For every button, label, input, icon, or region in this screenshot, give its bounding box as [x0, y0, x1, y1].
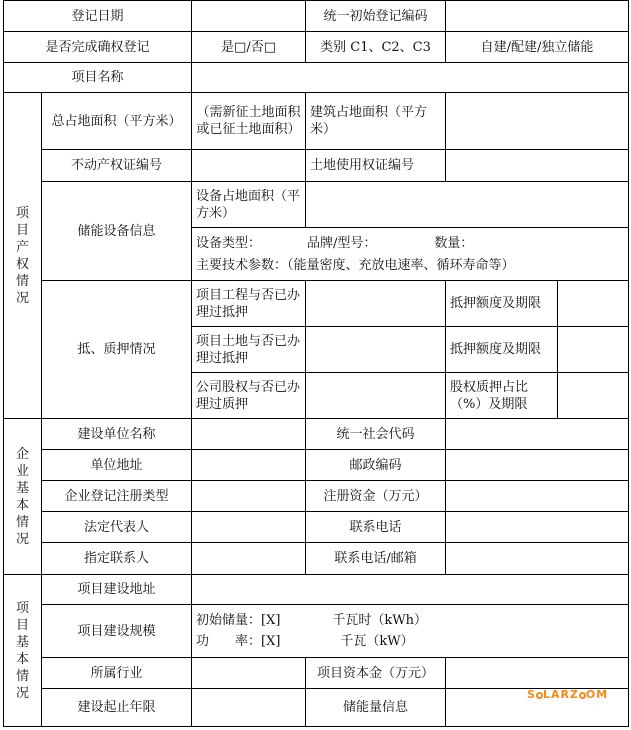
label-mortgage-amount-1: 抵押额度及期限 — [446, 281, 558, 327]
label-equip-area: 设备占地面积（平方米） — [192, 182, 306, 228]
value-unit-name[interactable] — [192, 419, 306, 450]
label-phone-email: 联系电话/邮箱 — [306, 543, 446, 575]
section-enterprise — [4, 419, 42, 575]
value-reg-date[interactable] — [192, 1, 306, 32]
label-legal-rep: 法定代表人 — [42, 512, 192, 543]
label-storage-info: 储能设备信息 — [42, 182, 192, 281]
label-quantity: 数量： — [434, 235, 474, 251]
row-industry — [4, 658, 629, 689]
label-mortgage: 抵、质押情况 — [42, 281, 192, 419]
section-enterprise-title: 企业基本情况 — [15, 446, 29, 547]
value-eng-mortgaged[interactable] — [306, 281, 446, 327]
label-land-note: （需新征土地面积或已征土地面积） — [192, 93, 306, 150]
row-site — [4, 575, 629, 605]
section-property — [4, 93, 42, 419]
watermark-o-icon — [536, 692, 543, 699]
value-phone[interactable] — [446, 512, 629, 543]
label-main-params: 主要技术参数：（能量密度、充放电速率、循环寿命等） — [196, 257, 515, 273]
label-eng-mortgaged: 项目工程与否已办理过抵押 — [192, 281, 306, 327]
watermark-mid: LARZ — [542, 688, 579, 701]
label-period: 建设起止年限 — [42, 689, 192, 727]
row-reg-type — [4, 481, 629, 512]
value-postcode[interactable] — [446, 450, 629, 481]
row-confirmed — [4, 32, 629, 63]
label-address: 单位地址 — [42, 450, 192, 481]
section-property-title: 项目产权情况 — [15, 205, 29, 306]
value-capital[interactable] — [446, 481, 629, 512]
value-legal-rep[interactable] — [192, 512, 306, 543]
label-scale: 项目建设规模 — [42, 605, 192, 658]
label-unit-name: 建设单位名称 — [42, 419, 192, 450]
value-period[interactable] — [192, 689, 306, 727]
label-mortgage-amount-2: 抵押额度及期限 — [446, 327, 558, 373]
value-address[interactable] — [192, 450, 306, 481]
value-phone-email[interactable] — [446, 543, 629, 575]
label-storage-qty: 储能量信息 — [306, 689, 446, 727]
value-contact[interactable] — [192, 543, 306, 575]
value-building-area[interactable] — [446, 93, 629, 150]
row-scale — [4, 605, 629, 658]
section-project — [4, 575, 42, 727]
equip-detail-cell[interactable] — [192, 228, 629, 281]
label-capital: 注册资金（万元） — [306, 481, 446, 512]
value-mortgage-amount-2[interactable] — [558, 327, 629, 373]
label-land-cert-no: 土地使用权证编号 — [306, 150, 446, 182]
value-equip-area[interactable] — [306, 182, 629, 228]
value-industry[interactable] — [192, 658, 306, 689]
label-contact: 指定联系人 — [42, 543, 192, 575]
solarzoom-watermark — [527, 688, 608, 701]
value-proj-capital[interactable] — [446, 658, 629, 689]
label-unified-code: 统一初始登记编码 — [306, 1, 446, 32]
registration-form — [3, 0, 628, 729]
label-land-mortgaged: 项目土地与否已办理过抵押 — [192, 327, 306, 373]
label-reg-type: 企业登记注册类型 — [42, 481, 192, 512]
value-equity-pledged[interactable] — [306, 373, 446, 419]
row-eng-mortgage — [4, 281, 629, 327]
label-power: 功 率：[X] — [196, 634, 281, 649]
value-realty-no[interactable] — [192, 150, 306, 182]
scale-detail-cell[interactable] — [192, 605, 629, 658]
value-equity-ratio[interactable] — [558, 373, 629, 419]
label-postcode: 邮政编码 — [306, 450, 446, 481]
row-address — [4, 450, 629, 481]
yes-no-checkbox[interactable]: 是□/否□ — [192, 32, 306, 63]
label-build-type: 自建/配建/独立储能 — [446, 32, 629, 63]
row-certificates — [4, 150, 629, 182]
value-site[interactable] — [192, 575, 629, 605]
value-land-cert-no[interactable] — [446, 150, 629, 182]
row-equip-area — [4, 182, 629, 228]
value-mortgage-amount-1[interactable] — [558, 281, 629, 327]
label-building-area: 建筑占地面积（平方米） — [306, 93, 446, 150]
watermark-post: OM — [585, 688, 609, 701]
value-credit-code[interactable] — [446, 419, 629, 450]
row-reg-date — [4, 1, 629, 32]
label-realty-no: 不动产权证编号 — [42, 150, 192, 182]
label-init-storage: 初始储量：[X] — [196, 613, 281, 628]
row-contact — [4, 543, 629, 575]
label-project-name: 项目名称 — [4, 63, 192, 93]
label-phone: 联系电话 — [306, 512, 446, 543]
label-equity-pledged: 公司股权与否已办理过质押 — [192, 373, 306, 419]
label-category: 类别 C1、C2、C3 — [306, 32, 446, 63]
label-kw: 千瓦（kW） — [340, 634, 414, 649]
label-site: 项目建设地址 — [42, 575, 192, 605]
label-confirmed: 是否完成确权登记 — [4, 32, 192, 63]
watermark-o2-icon — [579, 692, 586, 699]
label-total-area: 总占地面积（平方米） — [42, 93, 192, 150]
label-equip-type: 设备类型： — [196, 235, 262, 251]
value-unified-code[interactable] — [446, 1, 629, 32]
value-land-mortgaged[interactable] — [306, 327, 446, 373]
label-reg-date: 登记日期 — [4, 1, 192, 32]
form-table — [3, 0, 629, 727]
label-kwh: 千瓦时（kWh） — [332, 613, 428, 628]
row-unit-name — [4, 419, 629, 450]
row-total-area — [4, 93, 629, 150]
label-proj-capital: 项目资本金（万元） — [306, 658, 446, 689]
row-project-name — [4, 63, 629, 93]
label-equity-ratio: 股权质押占比（%）及期限 — [446, 373, 558, 419]
watermark-pre: S — [527, 688, 536, 701]
row-legal-rep — [4, 512, 629, 543]
label-brand-model: 品牌/型号： — [307, 235, 377, 251]
section-project-title: 项目基本情况 — [15, 600, 29, 701]
label-credit-code: 统一社会代码 — [306, 419, 446, 450]
value-project-name[interactable] — [192, 63, 629, 93]
value-reg-type[interactable] — [192, 481, 306, 512]
label-industry: 所属行业 — [42, 658, 192, 689]
